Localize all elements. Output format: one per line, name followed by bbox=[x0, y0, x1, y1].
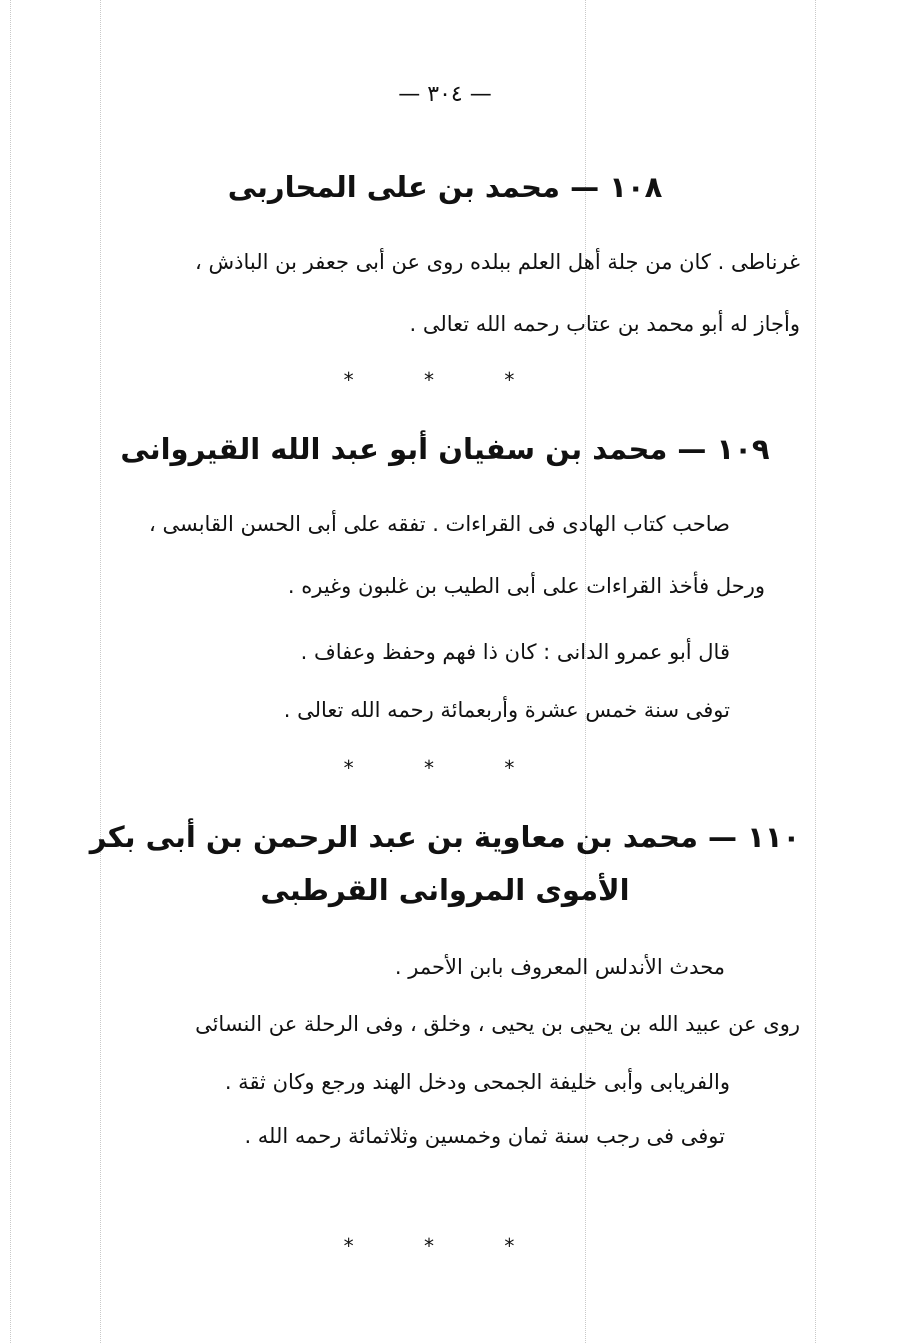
separator-stars: * * * bbox=[343, 1234, 547, 1258]
entry-108-line-2: وأجاز له أبو محمد بن عتاب رحمه الله تعالى . bbox=[409, 312, 800, 336]
entry-heading-110-line-1: ١١٠ — محمد بن معاوية بن عبد الرحمن بن أبى بكر bbox=[89, 820, 801, 854]
entry-heading-109: ١٠٩ — محمد بن سفيان أبو عبد الله القيروانى bbox=[120, 432, 770, 466]
entry-110-line-3: والفريابى وأبى خليفة الجمحى ودخل الهند ورجع وكان ثقة . bbox=[224, 1070, 730, 1094]
entry-109-line-1: صاحب كتاب الهادى فى القراءات . تفقه على أبى الحسن القابسى ، bbox=[149, 512, 730, 536]
separator-stars: * * * bbox=[343, 368, 547, 392]
entry-108-line-1: غرناطى . كان من جلة أهل العلم ببلده روى عن أبى جعفر بن الباذش ، bbox=[195, 250, 800, 274]
entry-110-line-2: روى عن عبيد الله بن يحيى بن يحيى ، وخلق ، وفى الرحلة عن النسائى bbox=[195, 1012, 800, 1036]
entry-109-line-2: ورحل فأخذ القراءات على أبى الطيب بن غلبون وغيره . bbox=[287, 574, 765, 598]
entry-heading-110-line-2: الأموى المروانى القرطبى bbox=[260, 873, 630, 907]
entry-109-line-4: توفى سنة خمس عشرة وأربعمائة رحمه الله تعالى . bbox=[283, 698, 730, 722]
entry-110-line-1: محدث الأندلس المعروف بابن الأحمر . bbox=[394, 955, 725, 979]
page-number: — ٣٠٤ — bbox=[398, 82, 492, 107]
separator-stars: * * * bbox=[343, 756, 547, 780]
entry-110-line-4: توفى فى رجب سنة ثمان وخمسين وثلاثمائة رحمه الله . bbox=[244, 1124, 725, 1148]
entry-109-line-3: قال أبو عمرو الدانى : كان ذا فهم وحفظ وعفاف . bbox=[300, 640, 730, 664]
entry-heading-108: ١٠٨ — محمد بن على المحاربى bbox=[227, 170, 663, 204]
